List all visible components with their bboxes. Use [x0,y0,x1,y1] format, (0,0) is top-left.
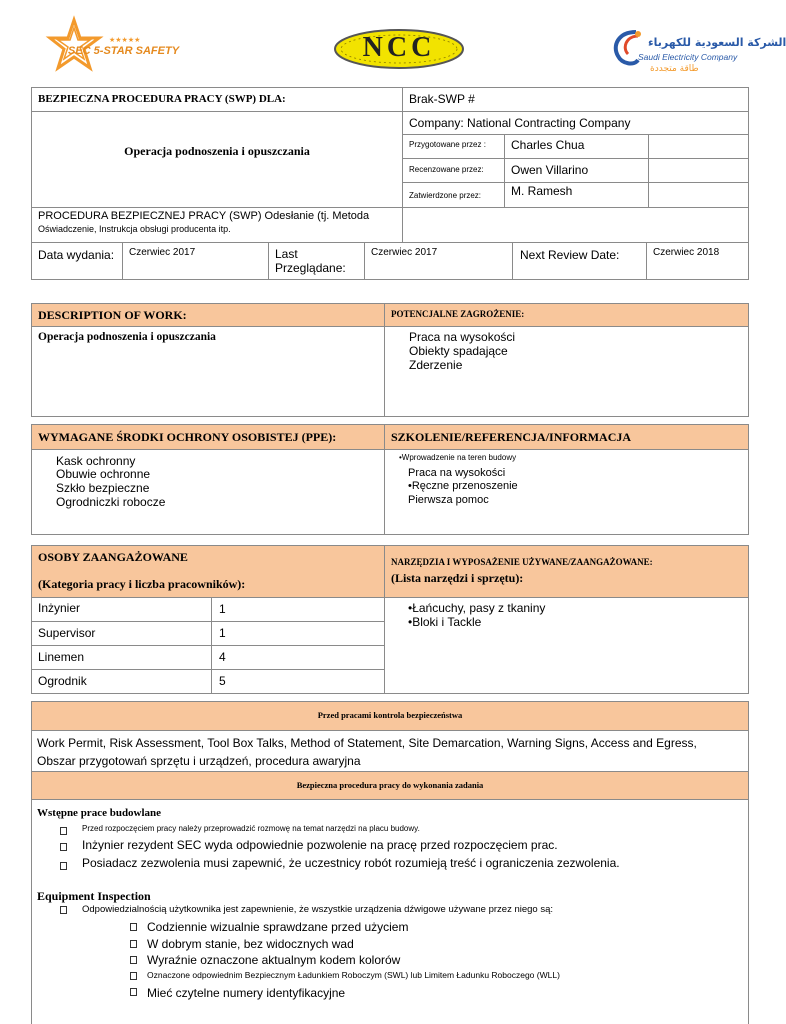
swp-title: BEZPIECZNA PROCEDURA PRACY (SWP) DLA: [38,93,286,105]
pre-check-line-1: Work Permit, Risk Assessment, Tool Box Talks, Method of Statement, Site Demarcation, Warning Signs, Access and Egress, [37,736,697,750]
checkbox-icon [60,862,67,870]
sec-five-star-safety-logo [50,18,185,80]
next-review-value: Czerwiec 2018 [653,247,720,258]
procedure-cell [31,799,749,1024]
ppe-item: Kask ochronny [56,454,136,468]
pre-check-line-2: Obszar przygotowań sprzętu i urządzeń, procedura awaryjna [37,754,361,768]
reference-value-cell [402,207,749,243]
ncc-logo-text: NCC [362,32,436,63]
tools-header-cell [384,545,749,598]
list-item: Posiadacz zezwolenia musi zapewnić, że uczestnicy robót rozumieją treść i ograniczenia zezwolenia. [82,856,620,870]
checkbox-icon [60,827,67,835]
issue-date-label: Data wydania: [38,248,115,262]
checkbox-icon [130,940,137,948]
section-title: Wstępne prace budowlane [37,807,162,819]
training-item: Pierwsza pomoc [408,494,489,506]
hazard-header-cell [384,303,749,327]
company-cell [402,111,749,135]
training-item: •Wprowadzenie na teren budowy [399,453,517,462]
table-row [31,669,212,694]
tool-item: •Bloki i Tackle [408,615,482,629]
approved-extra-cell [648,182,749,208]
prepared-label: Przygotowane przez : [409,140,486,149]
issue-date-value: Czerwiec 2017 [129,247,196,258]
sec-company-tagline: طاقة متجددة [650,64,699,74]
tools-header: NARZĘDZIA I WYPOSAŻENIE UŻYWANE/ZAANGAŻOWANE: [391,557,653,567]
person-role: Ogrodnik [38,674,87,688]
description-header: DESCRIPTION OF WORK: [38,308,187,322]
persons-subheader: (Kategoria pracy i liczba pracowników): [38,577,246,591]
ppe-cell [31,449,385,535]
operation-name: Operacja podnoszenia i opuszczania [124,144,310,158]
prepared-extra-cell [648,134,749,159]
person-role: Supervisor [38,626,96,640]
procedure-header: Bezpieczna procedura pracy do wykonania zadania [296,780,484,790]
person-role: Inżynier [38,601,81,615]
approved-value-cell [504,182,649,208]
hazard-item: Obiekty spadające [409,344,508,358]
last-reviewed-label-2: Przeglądane: [275,261,346,275]
training-header: SZKOLENIE/REFERENCJA/INFORMACJA [391,430,632,444]
table-row [211,669,385,694]
saudi-electricity-logo [608,24,786,82]
training-item: •Ręczne przenoszenie [408,480,518,492]
issue-date-label-cell [31,242,123,280]
hazard-header: POTENCJALNE ZAGROŻENIE: [391,309,525,319]
ppe-header-cell [31,424,385,450]
swp-number: Brak-SWP # [409,92,475,106]
approved-label: Zatwierdzone przez: [409,191,482,200]
svg-text:★★★★★: ★★★★★ [109,36,141,44]
table-row [211,621,385,646]
last-reviewed-value: Czerwiec 2017 [371,247,438,258]
checkbox-icon [130,988,137,996]
list-item: Wyraźnie oznaczone aktualnym kodem kolorów [147,953,401,967]
list-item: Codziennie wizualnie sprawdzane przed użyciem [147,920,409,934]
description-header-cell [31,303,385,327]
reviewed-extra-cell [648,158,749,183]
list-item: Odpowiedzialnością użytkownika jest zapewnienie, że wszystkie urządzenia dźwigowe używane przez niego są: [82,904,554,915]
hazard-item: Zderzenie [409,358,463,372]
checkbox-icon [130,956,137,964]
operation-cell [31,111,403,208]
reviewed-value: Owen Villarino [511,163,589,177]
person-count: 1 [219,602,226,616]
ppe-item: Szkło bezpieczne [56,481,150,495]
procedure-header-cell [31,771,749,800]
prepared-label-cell [402,134,505,159]
list-item: Mieć czytelne numery identyfikacyjne [147,986,346,1000]
persons-header-cell [31,545,385,598]
pre-check-header-cell [31,701,749,731]
reviewed-value-cell [504,158,649,183]
tools-cell [384,597,749,694]
persons-header: OSOBY ZAANGAŻOWANE [38,550,188,564]
person-role: Linemen [38,650,85,664]
tools-subheader: (Lista narzędzi i sprzętu): [391,571,524,585]
pre-check-header: Przed pracami kontrola bezpieczeństwa [317,710,463,720]
reference-line-1: PROCEDURA BEZPIECZNEJ PRACY (SWP) Odesłanie (tj. Metoda [38,210,370,222]
hazard-cell [384,326,749,417]
table-row [31,597,212,622]
sec-company-arabic: الشركة السعودية للكهرباء [648,36,786,49]
list-item: Oznaczone odpowiednim Bezpiecznym Ładunkiem Roboczym (SWL) lub Limitem Ładunku Roboczego (WLL) [147,970,560,980]
sec-swirl-icon [608,26,648,76]
table-row [31,645,212,670]
checkbox-icon [60,906,67,914]
next-review-value-cell [646,242,749,280]
pre-check-cell [31,730,749,772]
approved-value: M. Ramesh [511,184,573,198]
next-review-label-cell [512,242,647,280]
swp-number-cell [402,87,749,112]
training-header-cell [384,424,749,450]
last-reviewed-label-1: Last [275,247,298,261]
ppe-item: Ogrodniczki robocze [56,495,166,509]
training-item: Praca na wysokości [408,467,506,479]
sec-company-english: Saudi Electricity Company [638,52,738,62]
last-reviewed-value-cell [364,242,513,280]
ppe-header: WYMAGANE ŚRODKI OCHRONY OSOBISTEJ (PPE): [38,430,337,444]
list-item: W dobrym stanie, bez widocznych wad [147,937,354,951]
swp-title-cell [31,87,403,112]
sec-logo-text: SEC 5-STAR SAFETY [68,45,180,57]
checkbox-icon [60,843,67,851]
ppe-item: Obuwie ochronne [56,467,151,481]
reference-line-2: Oświadczenie, Instrukcja obsługi producenta itp. [38,224,231,234]
person-count: 1 [219,626,226,640]
prepared-value-cell [504,134,649,159]
section-title: Equipment Inspection [37,889,151,903]
prepared-value: Charles Chua [511,138,585,152]
table-row [211,645,385,670]
description-cell [31,326,385,417]
hazard-item: Praca na wysokości [409,330,516,344]
tool-item: •Łańcuchy, pasy z tkaniny [408,601,546,615]
company-name: Company: National Contracting Company [409,116,631,130]
training-cell [384,449,749,535]
reviewed-label-cell [402,158,505,183]
next-review-label: Next Review Date: [520,248,620,262]
description-text: Operacja podnoszenia i opuszczania [38,331,216,343]
person-count: 4 [219,650,226,664]
person-count: 5 [219,674,226,688]
checkbox-icon [130,923,137,931]
list-item: Przed rozpoczęciem pracy należy przeprowadzić rozmowę na temat narzędzi na placu budowy. [82,824,420,833]
approved-label-cell [402,182,505,208]
reviewed-label: Recenzowane przez: [409,165,484,174]
issue-date-value-cell [122,242,269,280]
ncc-logo [333,28,465,70]
list-item: Inżynier rezydent SEC wyda odpowiednie pozwolenie na pracę przed rozpoczęciem prac. [82,838,558,852]
table-row [31,621,212,646]
last-reviewed-label-cell [268,242,365,280]
table-row [211,597,385,622]
checkbox-icon [130,972,137,980]
reference-cell [31,207,403,243]
